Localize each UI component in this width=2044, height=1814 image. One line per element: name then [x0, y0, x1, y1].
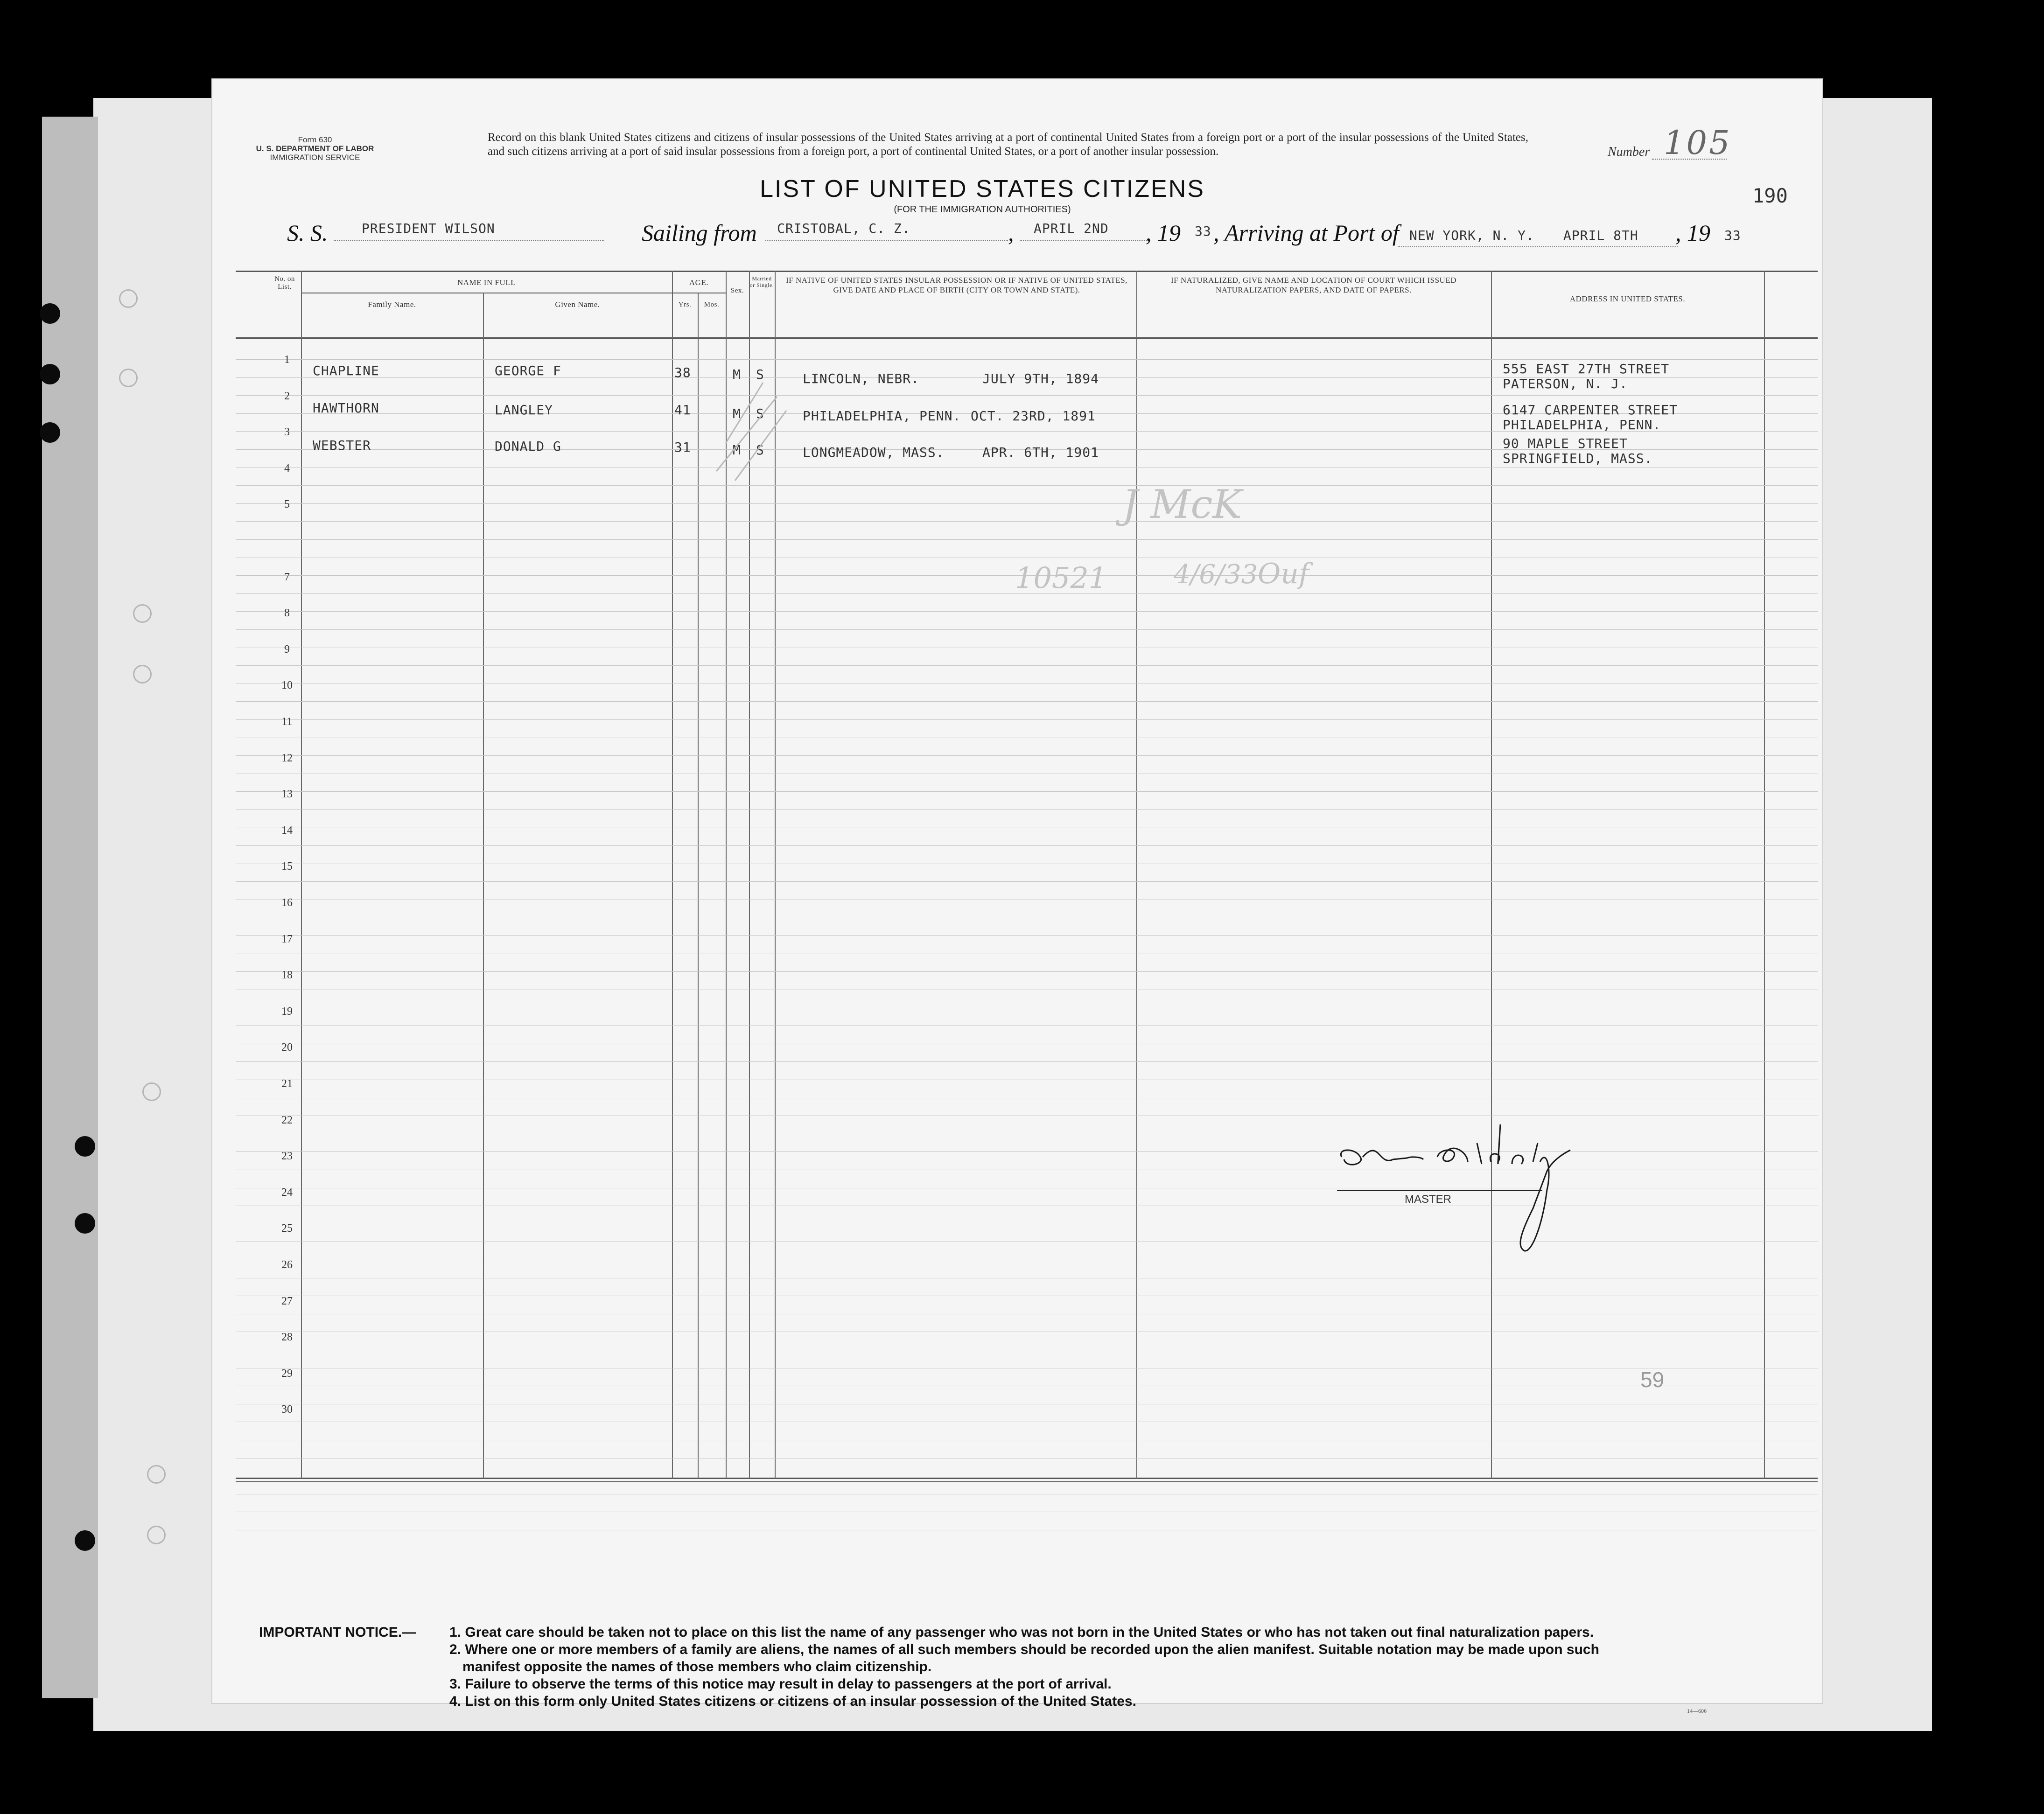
row-number: 17 — [281, 933, 293, 945]
notice-item: manifest opposite the names of those members who claim citizenship. — [462, 1659, 932, 1674]
header-address: ADDRESS IN UNITED STATES. — [1569, 294, 1686, 303]
column-divider — [698, 293, 699, 1479]
row-rule — [236, 809, 1818, 810]
pencil-annotation — [707, 378, 791, 499]
passenger-age-years: 38 — [674, 365, 691, 380]
header-family-name: Family Name. — [368, 300, 416, 309]
passenger-given-name: DONALD G — [495, 439, 561, 454]
passenger-birth-place: LONGMEADOW, MASS. — [803, 445, 945, 460]
row-rule — [236, 629, 1818, 630]
pencil-annotation — [1015, 467, 1351, 616]
sailing-date: APRIL 2ND — [1034, 221, 1109, 236]
row-number: 29 — [281, 1367, 293, 1380]
form-number: Form 630 — [298, 135, 332, 144]
punch-hole-icon — [147, 1526, 166, 1544]
row-number: 25 — [281, 1222, 293, 1235]
row-rule — [236, 791, 1818, 792]
column-divider — [1764, 271, 1765, 1479]
row-number: 27 — [281, 1295, 293, 1307]
header-sex: Sex. — [730, 287, 744, 294]
row-rule — [236, 701, 1818, 702]
passenger-age-years: 31 — [674, 440, 691, 455]
arriving-label: , Arriving at Port of — [1213, 220, 1399, 246]
ship-underline — [334, 240, 604, 241]
passenger-family-name: WEBSTER — [313, 438, 371, 453]
column-divider — [672, 271, 673, 1479]
row-rule — [236, 395, 1818, 396]
column-divider — [483, 293, 484, 1479]
row-number: 7 — [284, 571, 290, 583]
manifest-page — [212, 79, 1822, 1714]
row-number: 26 — [281, 1259, 293, 1271]
row-number: 2 — [284, 390, 290, 402]
row-number: 9 — [284, 643, 290, 656]
row-rule — [236, 665, 1818, 666]
binder-hole-icon — [40, 303, 60, 324]
passenger-age-years: 41 — [674, 402, 691, 418]
row-number: 4 — [284, 462, 290, 474]
passenger-birth-date: APR. 6TH, 1901 — [982, 445, 1099, 460]
pencil-number: 10521 — [1015, 561, 1107, 595]
arriving-year: 33 — [1724, 228, 1741, 243]
passenger-family-name: CHAPLINE — [313, 363, 379, 378]
notice-item: 1. Great care should be taken not to place on this list the name of any passenger who was not born in the United States or who has not taken out final naturalization papers. — [449, 1625, 1594, 1640]
passenger-birth-date: OCT. 23RD, 1891 — [971, 408, 1096, 424]
signature-line — [1337, 1190, 1542, 1191]
table-top-rule — [236, 271, 1818, 272]
arriving-date: APRIL 8TH — [1563, 228, 1638, 243]
row-number: 19 — [281, 1005, 293, 1018]
page-title: LIST OF UNITED STATES CITIZENS — [760, 175, 1205, 202]
row-number: 28 — [281, 1331, 293, 1344]
punch-hole-icon — [133, 665, 152, 684]
passenger-address-line-1: 555 EAST 27TH STREET — [1503, 361, 1670, 377]
row-rule — [236, 971, 1818, 972]
form-identifier — [245, 135, 385, 162]
row-rule — [236, 881, 1818, 882]
passenger-address-line-2: SPRINGFIELD, MASS. — [1503, 451, 1653, 466]
notice-item: 2. Where one or more members of a family are aliens, the names of all such members should be recorded upon the alien manifest. Suitable notation may be made upon such — [449, 1642, 1599, 1657]
binder-hole-icon — [75, 1530, 95, 1551]
header-mos: Mos. — [704, 301, 720, 308]
binder-hole-icon — [75, 1213, 95, 1234]
punch-hole-icon — [142, 1082, 161, 1101]
row-number: 21 — [281, 1078, 293, 1090]
row-rule — [236, 845, 1818, 846]
form-instructions: Record on this blank United States citizens and citizens of insular possessions of the United States arriving at a port of continental United States from a foreign port or a port of the insular possessions of the United States, and such citizens arriving at a port of said insular possessions from a foreign port, a port of continental United States, or a port of another insular possession. — [488, 131, 1528, 158]
row-number: 15 — [281, 860, 293, 873]
header-married-single: Married or Single. — [749, 275, 774, 288]
passenger-marital-status: S — [756, 406, 764, 421]
ship-name: PRESIDENT WILSON — [362, 221, 495, 236]
column-divider — [1136, 271, 1137, 1479]
header-no-on-list: No. on List. — [274, 275, 295, 291]
header-age: AGE. — [689, 278, 709, 287]
sailing-year: 33 — [1195, 223, 1211, 239]
notice-item: 3. Failure to observe the terms of this notice may result in delay to passengers at the port of arrival. — [449, 1676, 1112, 1692]
passenger-address-line-2: PATERSON, N. J. — [1503, 376, 1628, 391]
pencil-note: Ouf — [1258, 558, 1309, 590]
passenger-birth-place: PHILADELPHIA, PENN. — [803, 408, 961, 424]
stamp-number: 59 — [1640, 1367, 1665, 1392]
punch-hole-icon — [147, 1465, 166, 1484]
master-signature — [1328, 1031, 1589, 1274]
arriving-underline — [1398, 246, 1678, 247]
row-number: 18 — [281, 969, 293, 982]
column-divider — [1491, 271, 1492, 1479]
row-number: 10 — [281, 679, 293, 692]
pencil-initials: J McK — [1122, 481, 1242, 527]
punch-hole-icon — [119, 369, 138, 387]
punch-hole-icon — [119, 289, 138, 308]
punch-hole-icon — [133, 604, 152, 623]
department-name: U. S. DEPARTMENT OF LABOR — [256, 144, 374, 153]
row-number: 20 — [281, 1041, 293, 1054]
notice-lead: IMPORTANT NOTICE.— — [259, 1625, 416, 1640]
binder-hole-icon — [75, 1136, 95, 1157]
passenger-sex: M — [733, 406, 741, 421]
page-reference: 190 — [1752, 184, 1788, 207]
passenger-address-line-2: PHILADELPHIA, PENN. — [1503, 417, 1661, 433]
row-number: 16 — [281, 897, 293, 909]
number-label: Number — [1608, 145, 1650, 159]
passenger-address-line-1: 90 MAPLE STREET — [1503, 436, 1628, 451]
sailing-from-label: Sailing from — [642, 220, 757, 246]
row-rule — [236, 719, 1818, 720]
sailing-port-underline — [765, 240, 1008, 241]
header-bottom-rule — [236, 337, 1818, 339]
signature-role: MASTER — [1405, 1193, 1452, 1206]
sailing-date-underline — [1020, 240, 1150, 241]
passenger-sex: M — [733, 367, 741, 382]
passenger-family-name: HAWTHORN — [313, 400, 379, 416]
passenger-marital-status: S — [756, 442, 764, 458]
notice-item: 4. List on this form only United States citizens or citizens of an insular possession of the United States. — [449, 1694, 1136, 1709]
row-number: 1 — [284, 354, 290, 366]
row-number: 11 — [281, 716, 293, 728]
row-number: 13 — [281, 788, 293, 801]
passenger-marital-status: S — [756, 367, 764, 382]
row-number: 24 — [281, 1186, 293, 1199]
service-name: IMMIGRATION SERVICE — [270, 153, 360, 162]
passenger-given-name: LANGLEY — [495, 402, 553, 418]
header-given-name: Given Name. — [555, 300, 600, 309]
table-bottom-rule-2 — [236, 1481, 1818, 1482]
passenger-sex: M — [733, 442, 741, 458]
pencil-date: 4/6/33 — [1174, 559, 1258, 590]
row-number: 30 — [281, 1403, 293, 1416]
page-subtitle: (FOR THE IMMIGRATION AUTHORITIES) — [894, 204, 1071, 215]
footer-code: 14—606 — [1687, 1708, 1707, 1714]
header-naturalized: IF NATURALIZED, GIVE NAME AND LOCATION OF COURT WHICH ISSUED NATURALIZATION PAPERS, AND DATE OF PAPERS. — [1170, 276, 1456, 294]
ss-label: S. S. — [287, 220, 328, 246]
binder-hole-icon — [40, 422, 60, 443]
passenger-birth-place: LINCOLN, NEBR. — [803, 371, 920, 386]
comma-separator: , — [1008, 220, 1014, 246]
arriving-port: NEW YORK, N. Y. — [1409, 228, 1534, 243]
row-rule — [236, 755, 1818, 756]
row-rule — [236, 359, 1818, 360]
sailing-port: CRISTOBAL, C. Z. — [777, 221, 910, 236]
row-number: 5 — [284, 498, 290, 511]
binder-hole-icon — [40, 364, 60, 384]
row-number: 8 — [284, 607, 290, 620]
header-name-in-full: NAME IN FULL — [457, 278, 516, 287]
row-number: 12 — [281, 752, 293, 764]
sailing-year-prefix: , 19 — [1146, 220, 1181, 246]
header-yrs: Yrs. — [678, 301, 692, 308]
row-number: 22 — [281, 1114, 293, 1126]
scanner-edge-strip — [42, 117, 98, 1698]
row-number: 23 — [281, 1150, 293, 1163]
passenger-address-line-1: 6147 CARPENTER STREET — [1503, 402, 1678, 418]
row-number: 3 — [284, 426, 290, 439]
header-birth: IF NATIVE OF UNITED STATES INSULAR POSSESSION OR IF NATIVE OF UNITED STATES, GIVE DATE AND PLACE OF BIRTH (CITY OR TOWN AND STATE). — [786, 276, 1127, 294]
row-number: 14 — [281, 824, 293, 837]
table-bottom-rule — [236, 1478, 1818, 1479]
arriving-year-prefix: , 19 — [1675, 220, 1710, 246]
row-rule — [236, 935, 1818, 936]
list-number: 105 — [1664, 124, 1732, 162]
passenger-birth-date: JULY 9TH, 1894 — [982, 371, 1099, 386]
passenger-given-name: GEORGE F — [495, 363, 561, 378]
